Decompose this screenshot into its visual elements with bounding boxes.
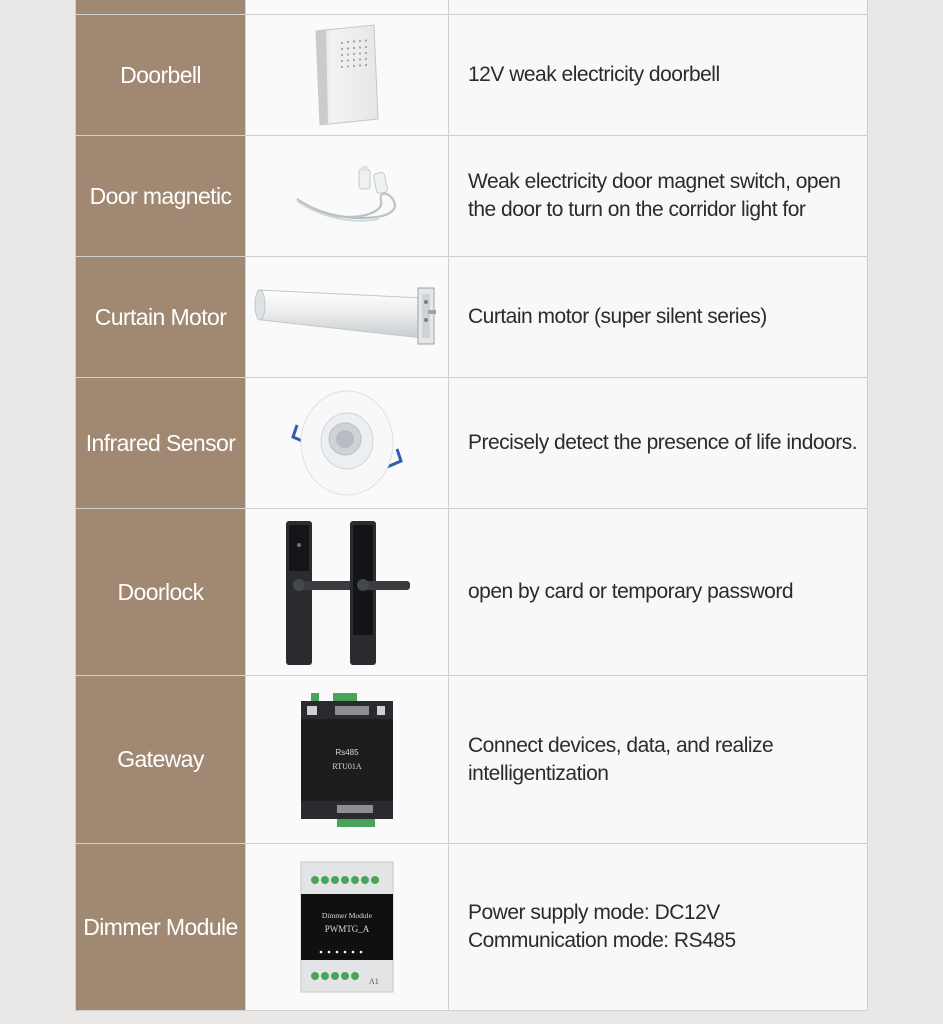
table-row: [76, 675, 867, 843]
row-description-gateway: [449, 676, 867, 843]
row-name-cell: [76, 0, 246, 14]
table-row: [76, 14, 867, 135]
description-line: Precisely detect the presence of life indoors.: [468, 431, 858, 454]
description-line: 12V weak electricity doorbell: [468, 63, 720, 86]
table-row: [76, 377, 867, 508]
row-image-cell: [246, 136, 449, 256]
row-image-cell: [246, 15, 449, 135]
table-row: [76, 0, 867, 14]
row-image-cell: [246, 0, 449, 14]
row-description-dimmer-module: [449, 844, 867, 1010]
description-line: intelligentization: [468, 761, 609, 785]
doorlock-image: [280, 517, 414, 667]
gateway-image: [297, 693, 397, 827]
description-line: Communication mode: RS485: [468, 929, 736, 952]
product-table: [75, 0, 868, 1011]
row-description-curtain-motor: [449, 257, 867, 377]
row-name-curtain-motor: Curtain Motor: [76, 257, 246, 377]
row-description-cell: [449, 0, 867, 14]
door-magnetic-image: [287, 161, 407, 231]
description-line: Power supply mode: DC12V: [468, 901, 720, 924]
gateway-model-label: RTU01A: [332, 761, 362, 771]
table-row: [76, 135, 867, 256]
row-description-door-magnetic: [449, 136, 867, 256]
row-description-doorbell: [449, 15, 867, 135]
description-line: Curtain motor (super silent series): [468, 305, 767, 328]
row-name-dimmer-module: Dimmer Module: [76, 844, 246, 1010]
row-name-door-magnetic: Door magnetic: [76, 136, 246, 256]
doorbell-image: [312, 23, 382, 127]
row-image-cell: [246, 676, 449, 843]
dimmer-model-label: PWMTG_A: [324, 924, 370, 934]
table-row: [76, 508, 867, 675]
row-name-gateway: Gateway: [76, 676, 246, 843]
dimmer-module-image: [299, 860, 395, 994]
description-line: Weak electricity door magnet switch, open: [468, 170, 841, 193]
description-line: the door to turn on the corridor light for: [468, 198, 806, 221]
dimmer-device-label: Dimmer Module: [321, 911, 373, 920]
gateway-device-label: Rs485: [335, 747, 359, 757]
curtain-motor-image: [252, 280, 442, 354]
row-description-infrared-sensor: [449, 378, 867, 508]
row-image-cell: [246, 257, 449, 377]
table-row: [76, 843, 867, 1011]
infrared-sensor-image: [287, 387, 407, 499]
dimmer-address-label: A1: [369, 977, 379, 986]
row-image-cell: [246, 378, 449, 508]
table-row: [76, 256, 867, 377]
row-description-doorlock: [449, 509, 867, 675]
row-name-doorbell: Doorbell: [76, 15, 246, 135]
description-line: Connect devices, data, and realize: [468, 733, 774, 757]
row-image-cell: [246, 844, 449, 1010]
row-name-infrared-sensor: Infrared Sensor: [76, 378, 246, 508]
row-image-cell: [246, 509, 449, 675]
description-line: open by card or temporary password: [468, 580, 793, 603]
row-name-doorlock: Doorlock: [76, 509, 246, 675]
